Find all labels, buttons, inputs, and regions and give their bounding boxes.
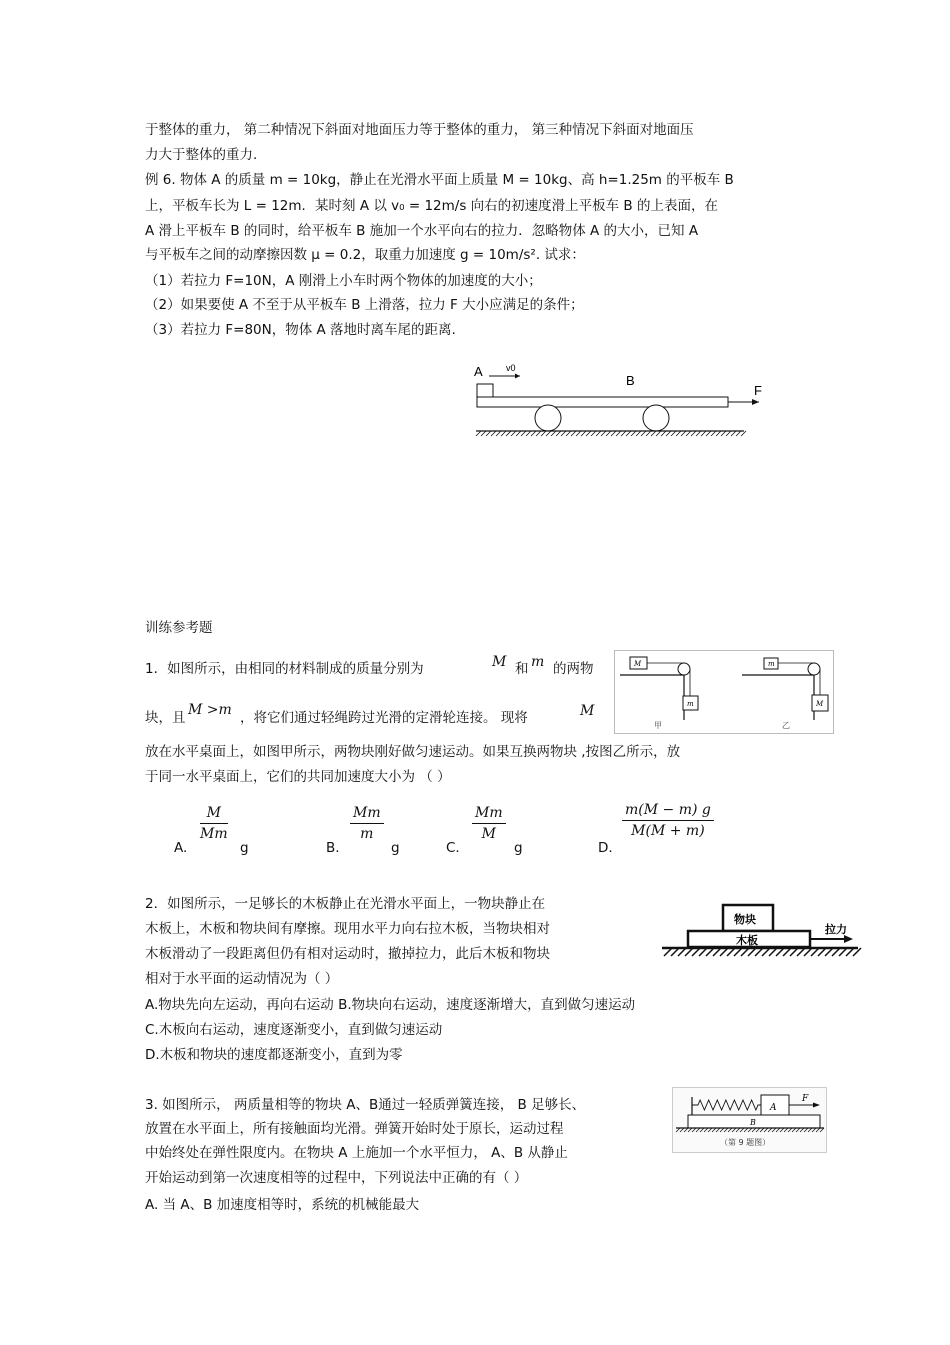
example6-line-3: A 滑上平板车 B 的同时，给平板车 B 施加一个水平向右的拉力．忽略物体 A 的大小，已知 A	[145, 223, 699, 239]
example6-line-4: 与平板车之间的动摩擦因数 μ = 0.2，取重力加速度 g = 10m/s². 试求：	[145, 247, 585, 263]
label-a: A	[474, 364, 483, 379]
q1-option-b-label: B.	[326, 840, 340, 856]
q1-option-c-label: C.	[446, 840, 460, 856]
q1-line-1c: 的两物	[553, 661, 594, 677]
svg-text:m: m	[687, 700, 694, 708]
q1-sym-M: M	[492, 654, 507, 670]
q1-line-1a: 1．如图所示，由相同的材料制成的质量分别为	[145, 661, 424, 677]
q3-line-1: 3. 如图所示， 两质量相等的物块 A、B通过一轻质弹簧连接， B 足够长、	[145, 1097, 586, 1113]
example6-line-2: 上，平板车长为 L = 12m．某时刻 A 以 v₀ = 12m/s 向右的初速度滑上平板车 B 的上表面，在	[145, 198, 718, 214]
q1-line-1b: 和	[515, 661, 529, 677]
svg-text:乙: 乙	[782, 721, 790, 730]
intro-line-1: 于整体的重力， 第二种情况下斜面对地面压力等于整体的重力， 第三种情况下斜面对地面压	[145, 122, 694, 138]
q1-option-c-suffix: g	[514, 840, 523, 856]
svg-text:木板: 木板	[736, 934, 758, 947]
pulley-figure	[614, 650, 834, 734]
svg-text:拉力: 拉力	[825, 923, 847, 936]
q1-line-2a: 块，且	[145, 710, 186, 726]
q1-sym-M-2: M	[580, 703, 595, 719]
q2-option-c: C.木板向右运动，速度逐渐变小，直到做匀速运动	[145, 1022, 443, 1038]
q2-option-ab: A.物块先向左运动，再向右运动 B.物块向右运动，速度逐渐增大，直到做匀速运动	[145, 997, 636, 1013]
q3-line-3: 中始终处在弹性限度内。在物块 A 上施加一个水平恒力， A、B 从静止	[145, 1145, 568, 1161]
example6-question-2: （2）如果要使 A 不至于从平板车 B 上滑落，拉力 F 大小应满足的条件；	[145, 297, 584, 313]
q1-sym-gt: M >m	[188, 702, 232, 718]
svg-text:A: A	[770, 1103, 777, 1113]
q1-option-a-fraction: $\frac{M}{Mm}$	[200, 805, 228, 842]
example6-line-1: 例 6. 物体 A 的质量 m = 10kg，静止在光滑水平面上质量 M = 10kg、高 h=1.25m 的平板车 B	[145, 172, 734, 188]
q1-option-d-fraction: $\frac{m(M - m) g}{M(M + m)}$	[622, 802, 714, 839]
q1-option-c-fraction: $\frac{Mm}{M}$	[472, 805, 506, 842]
block-a	[477, 384, 493, 397]
svg-text:甲: 甲	[654, 721, 662, 730]
q1-option-a-suffix: g	[240, 840, 249, 856]
training-title: 训练参考题	[145, 620, 213, 636]
q3-line-2: 放置在水平面上，所有接触面均光滑。弹簧开始时处于原长，运动过程	[145, 1121, 564, 1137]
svg-text:物块: 物块	[734, 913, 756, 926]
right-pulley	[808, 663, 820, 675]
q1-line-2b: ，将它们通过轻绳跨过光滑的定滑轮连接。 现将	[240, 710, 528, 726]
example6-question-3: （3）若拉力 F=80N，物体 A 落地时离车尾的距离.	[145, 322, 456, 338]
q1-option-b-fraction: $\frac{Mm}{m}$	[350, 805, 384, 842]
q3-line-4: 开始运动到第一次速度相等的过程中，下列说法中正确的有（ ）	[145, 1170, 528, 1186]
q1-option-d-label: D.	[598, 840, 613, 856]
q2-line-3: 木板滑动了一段距离但仍有相对运动时，撤掉拉力，此后木板和物块	[145, 946, 550, 962]
q1-line-3: 放在水平桌面上，如图甲所示，两物块刚好做匀速运动。如果互换两物块 ,按图乙所示，放	[145, 744, 681, 760]
example6-question-1: （1）若拉力 F=10N，A 刚滑上小车时两个物体的加速度的大小；	[145, 273, 542, 289]
q1-line-4: 于同一水平桌面上，它们的共同加速度大小为 （ ）	[145, 769, 451, 785]
spring-figure	[672, 1087, 827, 1153]
wheel-left	[535, 405, 561, 431]
svg-text:B: B	[750, 1118, 756, 1127]
svg-text:M: M	[634, 660, 642, 668]
q2-line-2: 木板上，木板和物块间有摩擦。现用水平力向右拉木板，当物块相对	[145, 921, 550, 937]
left-pulley	[678, 663, 690, 675]
label-v0: v0	[506, 363, 516, 373]
q1-option-b-suffix: g	[391, 840, 400, 856]
q1-option-a-label: A.	[174, 840, 188, 856]
wheel-right	[643, 405, 669, 431]
label-b: B	[626, 373, 635, 388]
intro-line-2: 力大于整体的重力.	[145, 147, 258, 163]
q1-sym-m: m	[531, 654, 545, 670]
svg-text:（第 9 题图）: （第 9 题图）	[720, 1138, 771, 1147]
board-block-figure	[660, 900, 860, 962]
q2-line-1: 2．如图所示，一足够长的木板静止在光滑水平面上，一物块静止在	[145, 896, 546, 912]
q2-option-d: D.木板和物块的速度都逐渐变小，直到为零	[145, 1047, 403, 1063]
cart-figure	[468, 358, 762, 443]
svg-text:F: F	[802, 1094, 809, 1104]
q2-line-4: 相对于水平面的运动情况为（ ）	[145, 971, 339, 987]
svg-text:M: M	[816, 700, 824, 708]
svg-text:m: m	[768, 660, 775, 668]
label-f: F	[754, 383, 762, 398]
cart-board	[477, 397, 728, 407]
q3-option-a: A. 当 A、B 加速度相等时，系统的机械能最大	[145, 1197, 420, 1213]
